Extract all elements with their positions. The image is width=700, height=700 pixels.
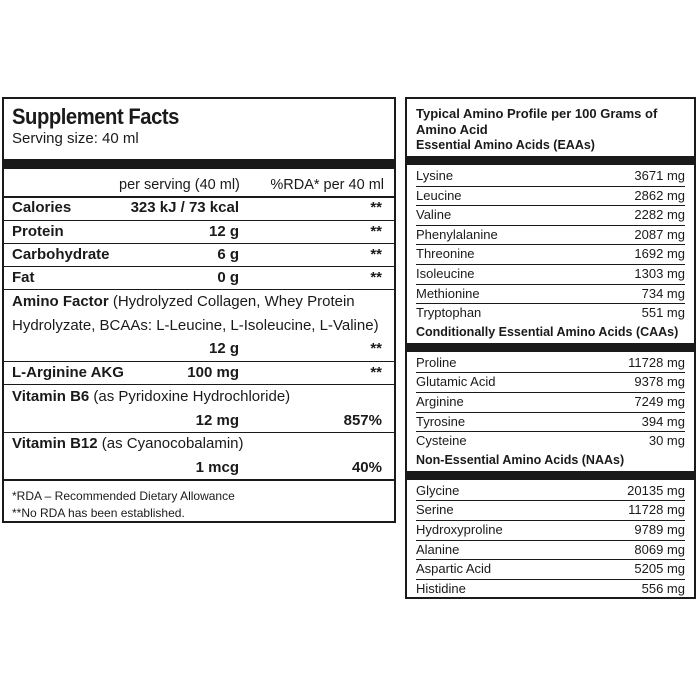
amino-section-heading: Non-Essential Amino Acids (NAAs)	[416, 452, 625, 467]
footer-divider	[4, 479, 394, 481]
row-divider	[4, 266, 394, 267]
amino-name: Aspartic Acid	[416, 561, 492, 577]
amino-row	[407, 304, 694, 323]
amino-row	[407, 187, 694, 206]
amino-value: 3671 mg	[634, 168, 685, 183]
amino-name: Valine	[416, 207, 452, 223]
amino-row	[407, 501, 694, 520]
amino-value: 734 mg	[641, 285, 685, 301]
amino-row	[407, 432, 694, 451]
amino-row	[407, 521, 694, 540]
amino-value: 8069 mg	[634, 541, 685, 557]
footnote-rda: *RDA – Recommended Dietary Allowance	[12, 489, 235, 503]
thick-divider	[4, 159, 394, 169]
footnote-no-rda: **No RDA has been established.	[12, 506, 185, 520]
amino-profile-panel	[405, 97, 696, 599]
row-divider	[4, 384, 394, 385]
amino-row	[407, 226, 694, 245]
amino-name: Phenylalanine	[416, 226, 498, 242]
amino-value: 394 mg	[641, 413, 685, 429]
amino-row	[407, 265, 694, 284]
column-header-serving: per serving (40 ml)	[119, 177, 240, 193]
amino-section-heading: Essential Amino Acids (EAAs)	[416, 138, 595, 152]
amino-value: 556 mg	[641, 580, 685, 596]
amino-name: Tryptophan	[416, 305, 482, 321]
amino-value: 11728 mg	[628, 502, 685, 518]
amino-value: 2282 mg	[634, 207, 685, 223]
amino-name: Cysteine	[416, 433, 467, 449]
amino-name: Proline	[416, 354, 457, 370]
header-divider	[4, 196, 394, 198]
row-divider	[4, 243, 394, 244]
amino-name: Lysine	[416, 168, 454, 183]
section-divider	[407, 471, 694, 480]
row-divider	[4, 220, 394, 221]
amino-row	[407, 206, 694, 225]
amino-value: 7249 mg	[634, 394, 685, 409]
amino-value: 1303 mg	[634, 266, 685, 281]
amino-name: Glycine	[416, 482, 460, 498]
amino-name: Serine	[416, 502, 454, 518]
row-divider	[4, 432, 394, 433]
section-divider	[407, 343, 694, 352]
amino-value: 30 mg	[648, 433, 685, 449]
amino-name: Methionine	[416, 285, 480, 301]
amino-name: Tyrosine	[416, 413, 466, 429]
amino-value: 9378 mg	[634, 374, 685, 390]
section-divider	[407, 156, 694, 165]
amino-name: Alanine	[416, 541, 460, 557]
amino-name: Arginine	[416, 394, 464, 409]
amino-value: 5205 mg	[634, 561, 685, 577]
amino-value: 2862 mg	[634, 187, 685, 203]
amino-row	[407, 482, 694, 501]
amino-row	[407, 541, 694, 560]
amino-row	[407, 393, 694, 412]
amino-value: 1692 mg	[634, 246, 685, 262]
amino-row	[407, 285, 694, 304]
amino-value: 11728 mg	[628, 354, 685, 370]
amino-value: 2087 mg	[634, 226, 685, 242]
amino-name: Histidine	[416, 580, 466, 596]
amino-value: 551 mg	[641, 305, 685, 321]
amino-name: Threonine	[416, 246, 475, 262]
serving-size: Serving size: 40 ml	[12, 130, 139, 147]
amino-row	[407, 413, 694, 432]
amino-name: Leucine	[416, 187, 462, 203]
supplement-facts-title: Supplement Facts	[12, 104, 179, 129]
amino-section-heading: Conditionally Essential Amino Acids (CAAs)	[416, 324, 679, 339]
amino-name: Hydroxyproline	[416, 522, 503, 537]
amino-row	[407, 580, 694, 599]
amino-row	[407, 167, 694, 186]
amino-value: 9789 mg	[634, 522, 685, 537]
column-header-rda: %RDA* per 40 ml	[270, 177, 384, 193]
row-divider	[4, 289, 394, 290]
amino-name: Isoleucine	[416, 266, 475, 281]
supplement-facts-panel: Supplement Facts Serving size: 40 ml per serving (40 ml) %RDA* per 40 ml Calories 323 kJ / 73 kcal ** Protein 12 g ** Carbohydrate 6 g ** Fat 0 g ** Amino Factor (Hydrolyzed Collagen, Whey Protein Hydrolyzate, BCAAs: L-Leucine, L-Isoleucine, L-Valine) 12 g ** L-Arginine AKG 100 mg ** Vitamin B6 (as Pyridoxine Hydrochloride) 12 mg 857% Vitamin B12 (as Cyanocobalamin) 1 mcg 40% *RDA – Recommended Dietary Allowance **No RDA has been established.	[2, 97, 396, 523]
amino-row	[407, 560, 694, 579]
amino-row	[407, 354, 694, 373]
amino-row	[407, 373, 694, 392]
amino-row	[407, 245, 694, 264]
amino-profile-title: Typical Amino Profile per 100 Grams of Amino Acid	[416, 106, 658, 137]
row-divider	[4, 361, 394, 362]
amino-value: 20135 mg	[627, 482, 685, 498]
amino-name: Glutamic Acid	[416, 374, 496, 390]
